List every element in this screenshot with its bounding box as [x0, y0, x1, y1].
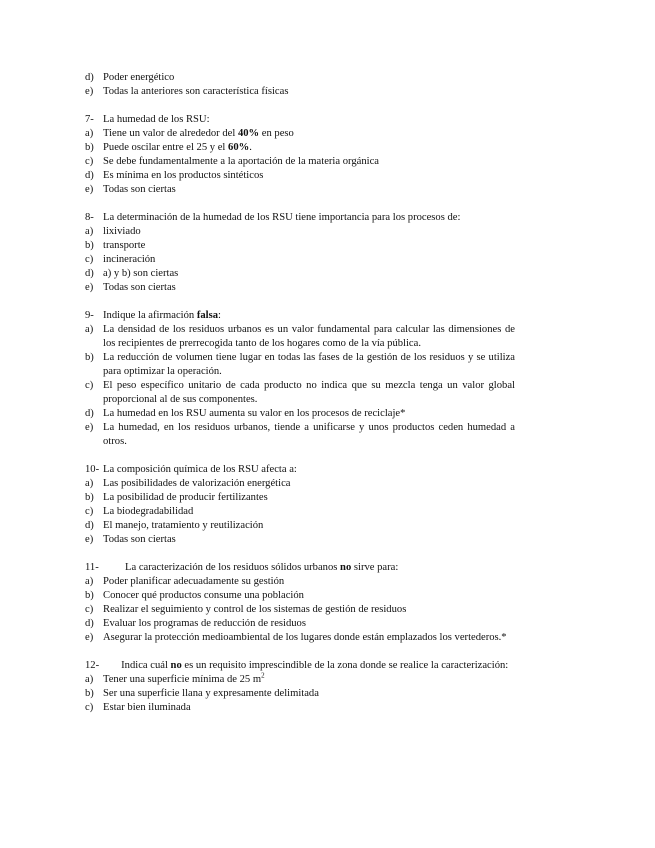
option-letter: b) — [85, 590, 94, 601]
option-text: La densidad de los residuos urbanos es un valor fundamental para calcular las dimensiones de los recipientes de prerrecogida tanto de los hogares como de la vía pública. — [103, 324, 515, 349]
list-item — [85, 477, 515, 491]
option-text: El manejo, tratamiento y reutilización — [103, 520, 264, 531]
option-text: La humedad, en los residuos urbanos, tiende a unificarse y unos productos ceden humedad a otros. — [103, 422, 515, 447]
option-text: Asegurar la protección medioambiental de los lugares donde están emplazados los vertederos.* — [103, 632, 507, 643]
question-number: 11- — [85, 562, 99, 573]
question-9 — [85, 309, 515, 323]
option-text: Se debe fundamentalmente a la aportación de la materia orgánica — [103, 156, 379, 167]
option-letter: c) — [85, 506, 94, 517]
list-item — [85, 519, 515, 533]
option-text: lixiviado — [103, 226, 141, 237]
exam-page — [85, 71, 515, 715]
option-letter: a) — [85, 128, 94, 139]
list-item — [85, 687, 515, 701]
option-letter: d) — [85, 170, 94, 181]
question-12 — [85, 659, 515, 673]
list-item — [85, 169, 515, 183]
option-letter: b) — [85, 492, 94, 503]
option-letter: d) — [85, 520, 94, 531]
list-item — [85, 267, 515, 281]
option-letter: e) — [85, 632, 94, 643]
list-item — [85, 575, 515, 589]
list-item — [85, 617, 515, 631]
option-letter: c) — [85, 702, 94, 713]
option-text: Conocer qué productos consume una población — [103, 590, 304, 601]
question-text: La caracterización de los residuos sólidos urbanos no sirve para: — [125, 562, 399, 573]
question-text: La determinación de la humedad de los RSU tiene importancia para los procesos de: — [103, 212, 461, 223]
list-item — [85, 71, 515, 85]
option-text: Todas la anteriores son característica físicas — [103, 86, 289, 97]
question-number: 7- — [85, 114, 94, 125]
option-text: Evaluar los programas de reducción de residuos — [103, 618, 306, 629]
question-7 — [85, 113, 515, 127]
option-text: Poder planificar adecuadamente su gestión — [103, 576, 285, 587]
list-item — [85, 533, 515, 547]
question-number: 12- — [85, 660, 100, 671]
option-text: Poder energético — [103, 72, 175, 83]
option-letter: a) — [85, 478, 94, 489]
list-item — [85, 589, 515, 603]
list-item — [85, 85, 515, 99]
question-number: 8- — [85, 212, 94, 223]
option-letter: a) — [85, 226, 94, 237]
option-text: Todas son ciertas — [103, 282, 176, 293]
question-text: Indique la afirmación falsa: — [103, 310, 221, 321]
option-letter: e) — [85, 282, 94, 293]
option-text: La posibilidad de producir fertilizantes — [103, 492, 268, 503]
option-letter: d) — [85, 408, 94, 419]
question-10 — [85, 463, 515, 477]
list-item — [85, 155, 515, 169]
list-item — [85, 407, 515, 421]
list-item — [85, 421, 515, 449]
option-letter: b) — [85, 142, 94, 153]
list-item — [85, 281, 515, 295]
option-letter: c) — [85, 604, 94, 615]
option-text: Las posibilidades de valorización energética — [103, 478, 291, 489]
option-letter: b) — [85, 240, 94, 251]
option-letter: c) — [85, 156, 94, 167]
option-text: Todas son ciertas — [103, 184, 176, 195]
option-letter: e) — [85, 86, 94, 97]
option-letter: a) — [85, 576, 94, 587]
list-item — [85, 127, 515, 141]
option-letter: d) — [85, 72, 94, 83]
option-text: incineración — [103, 254, 156, 265]
option-text: Es mínima en los productos sintéticos — [103, 170, 264, 181]
list-item — [85, 491, 515, 505]
list-item — [85, 323, 515, 351]
question-number: 10- — [85, 464, 100, 475]
option-letter: c) — [85, 380, 94, 391]
option-text: Realizar el seguimiento y control de los sistemas de gestión de residuos — [103, 604, 407, 615]
question-text: La humedad de los RSU: — [103, 114, 210, 125]
list-item — [85, 379, 515, 407]
option-letter: b) — [85, 688, 94, 699]
list-item — [85, 225, 515, 239]
list-item — [85, 351, 515, 379]
question-text: 12- Indica cuál no es un requisito imprescindible de la zona donde se realice la caracterización: — [85, 660, 509, 671]
option-text: La biodegradabilidad — [103, 506, 194, 517]
option-letter: e) — [85, 534, 94, 545]
option-letter: d) — [85, 268, 94, 279]
list-item — [85, 505, 515, 519]
list-item — [85, 673, 515, 687]
question-8 — [85, 211, 515, 225]
question-number: 9- — [85, 310, 94, 321]
list-item — [85, 141, 515, 155]
option-text: Tiene un valor de alrededor del 40% en peso — [103, 128, 294, 139]
option-text: La reducción de volumen tiene lugar en todas las fases de la gestión de los residuos y se utiliza para optimizar la operación. — [103, 352, 515, 377]
option-text: a) y b) son ciertas — [103, 268, 179, 279]
option-text: El peso específico unitario de cada producto no indica que su mezcla tenga un valor global proporcional al de sus componentes. — [103, 380, 515, 405]
option-letter: a) — [85, 674, 94, 685]
list-item — [85, 701, 515, 715]
option-text: Todas son ciertas — [103, 534, 176, 545]
option-text: La humedad en los RSU aumenta su valor en los procesos de reciclaje* — [103, 408, 406, 419]
option-text: Estar bien iluminada — [103, 702, 191, 713]
option-letter: c) — [85, 254, 94, 265]
list-item — [85, 603, 515, 617]
list-item — [85, 631, 515, 645]
option-letter: a) — [85, 324, 94, 335]
list-item — [85, 183, 515, 197]
option-letter: d) — [85, 618, 94, 629]
question-11 — [85, 561, 515, 575]
option-text: Ser una superficie llana y expresamente delimitada — [103, 688, 319, 699]
option-text: transporte — [103, 240, 146, 251]
option-text: Tener una superficie mínima de 25 $m^2$ — [103, 671, 265, 685]
option-letter: b) — [85, 352, 94, 363]
list-item — [85, 239, 515, 253]
option-letter: e) — [85, 422, 94, 433]
option-letter: e) — [85, 184, 94, 195]
option-text: Puede oscilar entre el 25 y el 60%. — [103, 142, 252, 153]
list-item — [85, 253, 515, 267]
question-text: La composición química de los RSU afecta a: — [103, 464, 297, 475]
